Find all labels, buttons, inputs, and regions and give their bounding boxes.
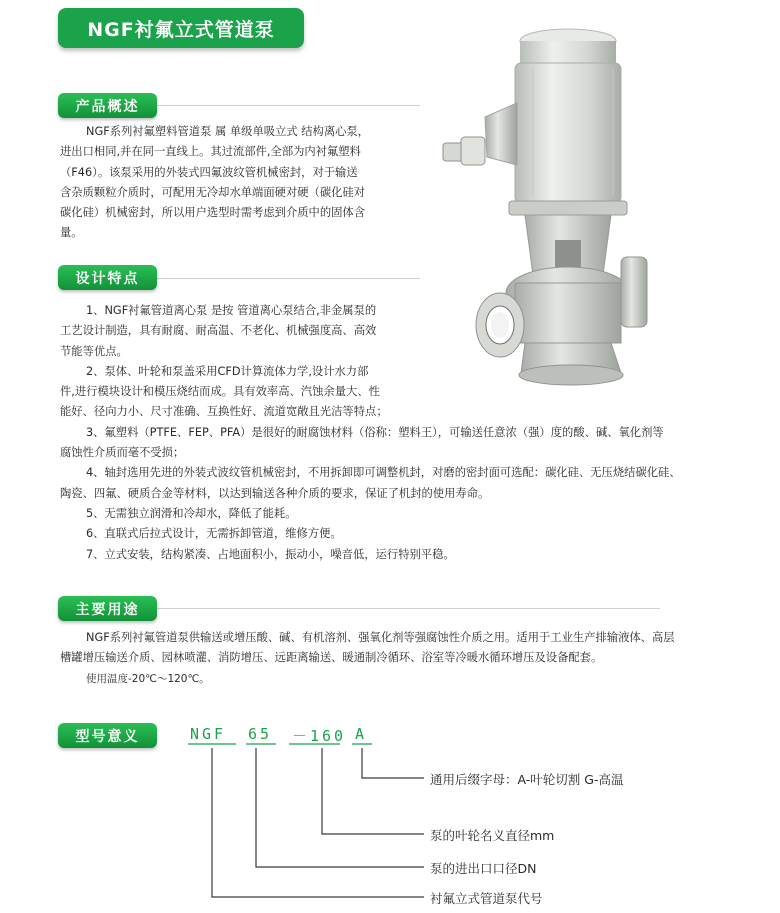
text-line: 1、NGF衬氟管道离心泵 是按 管道离心泵结合,非金属泵的 (86, 304, 377, 317)
text-line: 7、立式安装，结构紧凑、占地面积小，振动小，噪音低，运行特别平稳。 (86, 547, 455, 561)
model-code-part-diameter: 65 (248, 725, 273, 743)
text-line: 陶瓷、四氟、硬质合金等材料，以达到输送各种介质的要求，保证了机封的使用寿命。 (60, 486, 490, 500)
text-line: 能好、径向力小、尺寸准确、互换性好、流道宽敞且光洁等特点； (60, 405, 388, 419)
section-heading-overview: 产品概述 (58, 93, 157, 118)
text-line: 5、无需独立润滑和冷却水，降低了能耗。 (86, 506, 297, 520)
section-heading-usage: 主要用途 (58, 596, 157, 621)
model-desc-impeller: 泵的叶轮名义直径mm (430, 828, 555, 843)
text-line: 6、直联式后拉式设计，无需拆卸管道，维修方便。 (86, 527, 342, 541)
text-line: 3、氟塑料（PTFE、FEP、PFA）是很好的耐腐蚀材料（俗称：塑料王），可输送任意浓（强）度的酸、碱、氧化剂等 (86, 425, 664, 439)
model-code-part-suffix: A (355, 725, 368, 743)
temperature-range: 使用温度-20℃～120℃。 (86, 672, 210, 685)
text-line: 槽罐增压输送介质、园林喷灌、消防增压、远距离输送、暖通制冷循环、浴室等冷暖水循环增压及设备配套。 (60, 651, 603, 665)
text-line: 工艺设计制造，具有耐腐、耐高温、不老化、机械强度高、高效 (60, 324, 377, 338)
model-desc-suffix: 通用后缀字母：A-叶轮切割 G-高温 (430, 772, 624, 787)
text-line: 量。 (60, 226, 83, 240)
model-desc-diameter: 泵的进出口口径DN (430, 861, 537, 876)
text-line: （F46）。该泵采用的外装式四氟波纹管机械密封，对于输送 (60, 165, 358, 179)
text-line: NGF系列衬氟塑料管道泵 属 单级单吸立式 结构离心泵， (86, 125, 370, 138)
text-line: 进出口相同,并在同一直线上。其过流部件,全部为内衬氟塑料 (60, 145, 361, 159)
text-line: 含杂质颗粒介质时，可配用无冷却水单端面硬对硬（碳化硅对 (60, 185, 366, 199)
model-code-part-series: NGF (190, 725, 227, 743)
text-line: 碳化硅）机械密封，所以用户选型时需考虑到介质中的固体含 (60, 206, 366, 220)
text-line: NGF系列衬氟管道泵供输送或增压酸、碱、有机溶剂、强氧化剂等强腐蚀性介质之用。适用于工业生产排输液体、高层 (86, 631, 675, 644)
text-line: 2、泵体、叶轮和泵盖采用CFD计算流体力学,设计水力部 (86, 364, 369, 378)
text-line: 腐蚀性介质而毫不受损； (60, 446, 185, 460)
text-line: 件,进行模块设计和模压烧结而成。具有效率高、汽蚀余量大、性 (60, 385, 380, 399)
section-heading-features: 设计特点 (58, 265, 157, 290)
model-desc-series: 衬氟立式管道泵代号 (430, 891, 543, 906)
text-line: 节能等优点。 (60, 344, 128, 358)
model-code-part-impeller: －160 (292, 727, 347, 745)
page-title: NGF衬氟立式管道泵 (58, 8, 304, 48)
text-line: 4、轴封选用先进的外装式波纹管机械密封，不用拆卸即可调整机封，对磨的密封面可选配：碳化硅、无压烧结碳化硅、 (86, 466, 681, 480)
section-heading-model: 型号意义 (58, 723, 157, 748)
